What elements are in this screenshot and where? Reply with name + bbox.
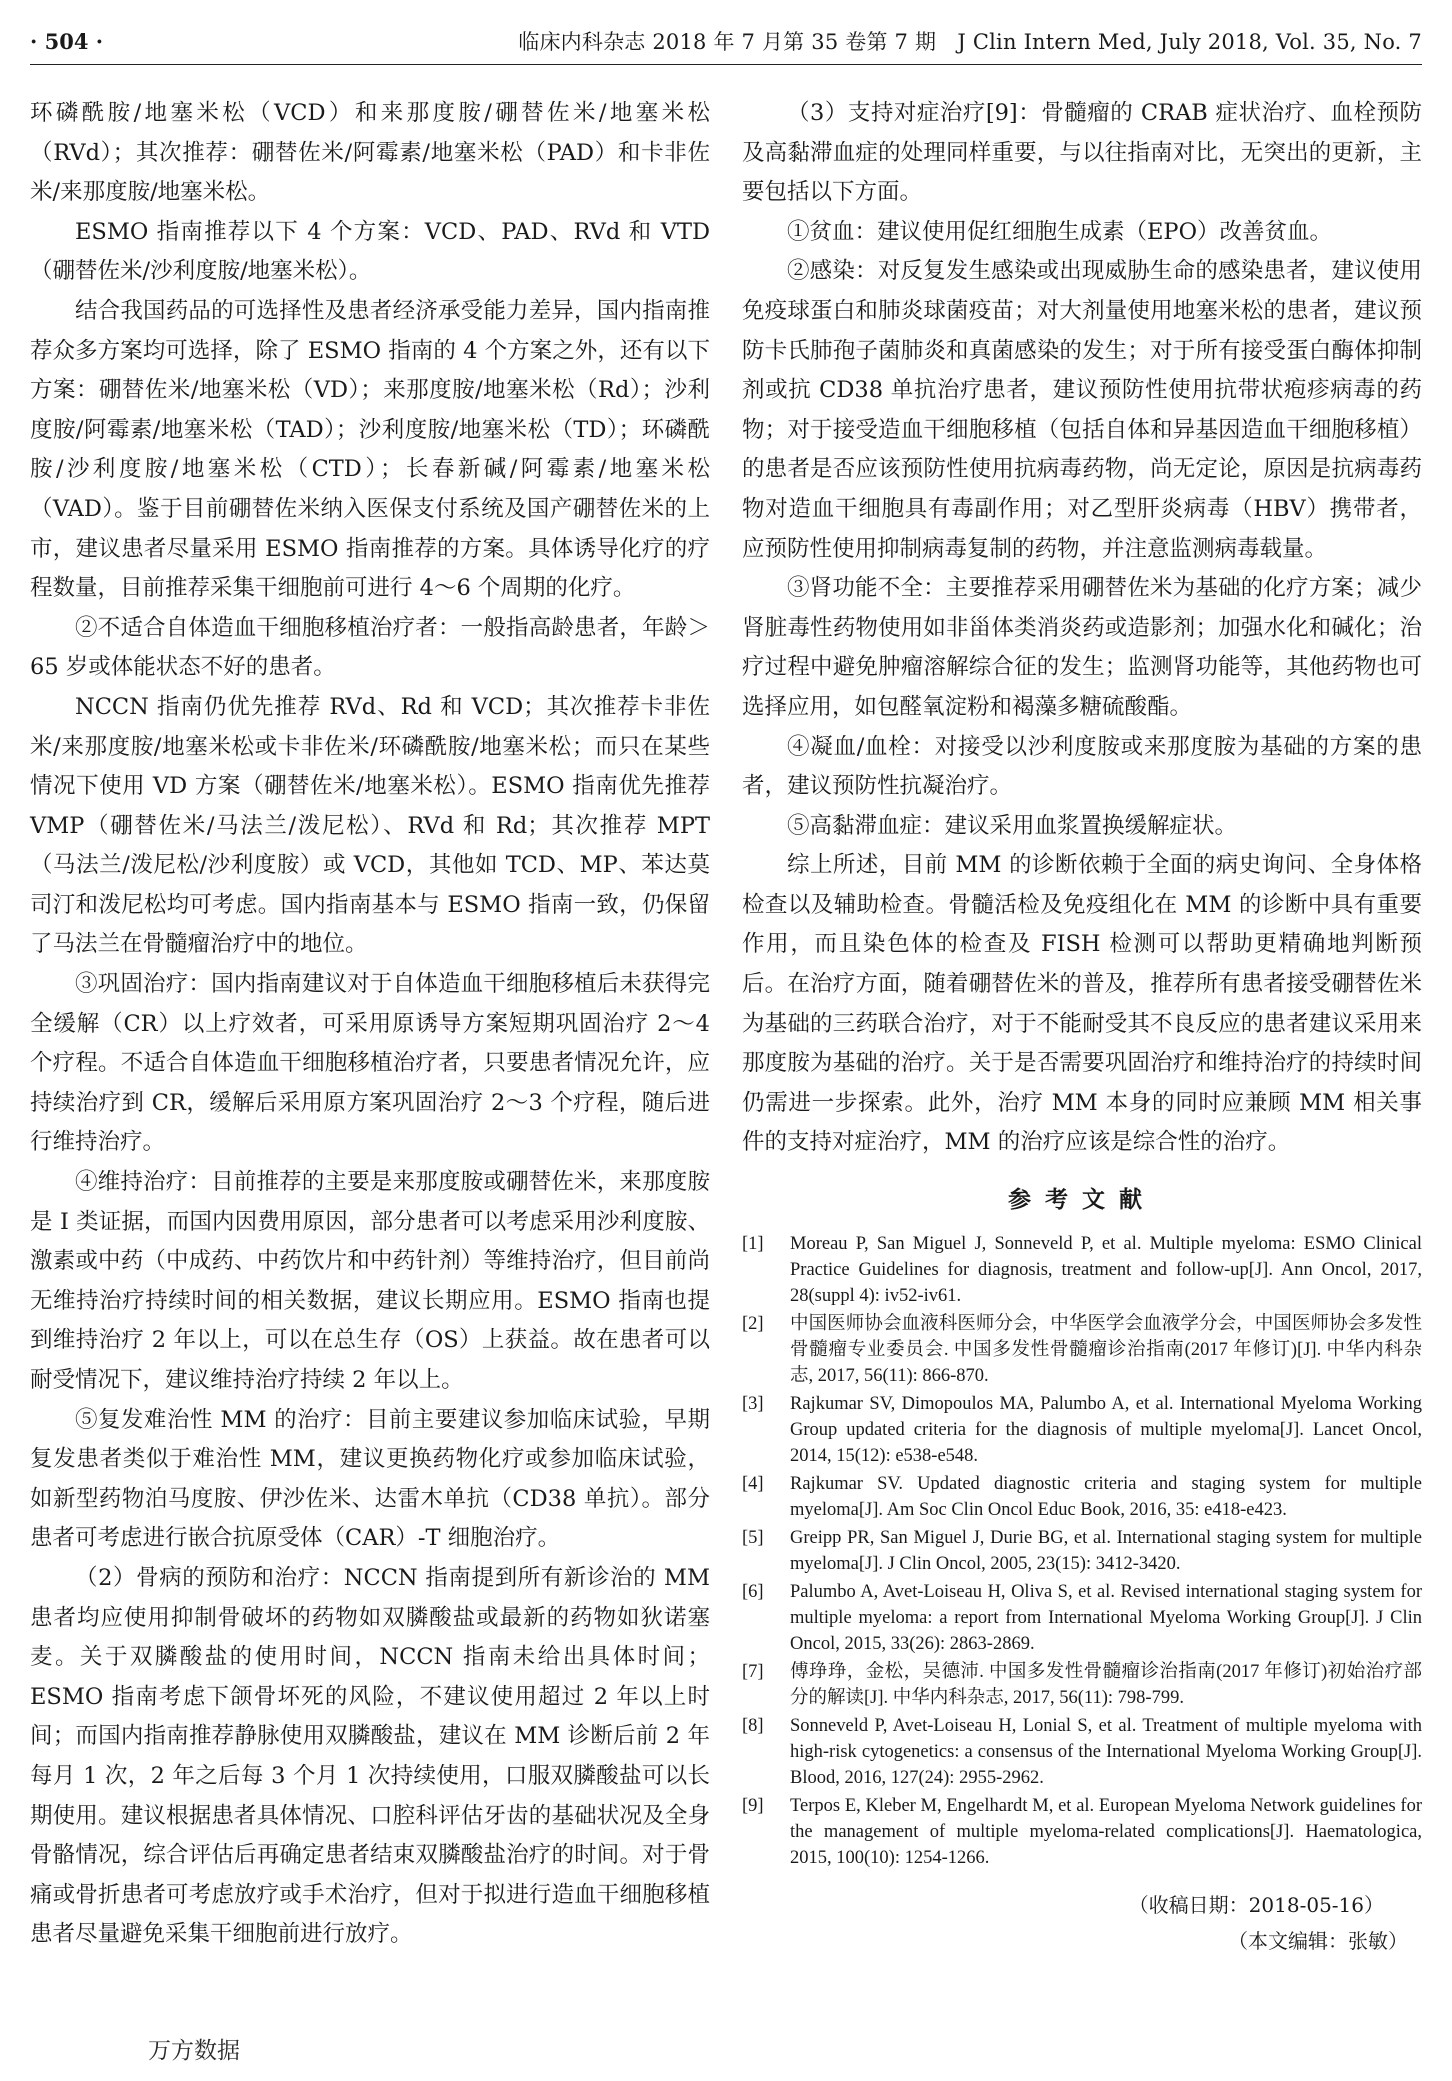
- reference-text: Moreau P, San Miguel J, Sonneveld P, et al. Multiple myeloma: ESMO Clinical Practice Guidelines for diagnosis, treatment and follow-up[J]. Ann Oncol, 2017, 28(suppl 4): iv52-iv61.: [790, 1234, 1422, 1307]
- paragraph: 环磷酰胺/地塞米松（VCD）和来那度胺/硼替佐米/地塞米松（RVd）；其次推荐：硼替佐米/阿霉素/地塞米松（PAD）和卡非佐米/来那度胺/地塞米松。: [30, 100, 710, 206]
- page-number: · 504 ·: [30, 29, 104, 54]
- reference-item: [742, 1793, 1422, 1871]
- watermark: 万方数据: [148, 2038, 240, 2064]
- reference-text: Greipp PR, San Miguel J, Durie BG, et al. International staging system for multiple myeloma[J]. J Clin Oncol, 2005, 23(15): 3412-3420.: [790, 1528, 1422, 1575]
- reference-number: [2]: [742, 1314, 764, 1335]
- reference-number: [9]: [742, 1796, 764, 1817]
- reference-item: [742, 1579, 1422, 1657]
- paragraph: ④维持治疗：目前推荐的主要是来那度胺或硼替佐米，来那度胺是 I 类证据，而国内因费用原因，部分患者可以考虑采用沙利度胺、激素或中药（中成药、中药饮片和中药针剂）等维持治疗，但目前尚无维持治疗持续时间的相关数据，建议长期应用。ESMO 指南也提到维持治疗 2 年以上，可以在总生存（OS）上获益。故在患者可以耐受情况下，建议维持治疗持续 2 年以上。: [30, 1169, 710, 1393]
- reference-number: [1]: [742, 1234, 764, 1255]
- reference-number: [6]: [742, 1582, 764, 1603]
- reference-number: [7]: [742, 1662, 764, 1683]
- paragraph: ⑤高黏滞血症：建议采用血浆置换缓解症状。: [787, 812, 1238, 839]
- paragraph: 综上所述，目前 MM 的诊断依赖于全面的病史询问、全身体格检查以及辅助检查。骨髓活检及免疫组化在 MM 的诊断中具有重要作用，而且染色体的检查及 FISH 检测可以帮助更精确地判断预后。在治疗方面，随着硼替佐米的普及，推荐所有患者接受硼替佐米为基础的三药联合治疗，对于不能耐受其不良反应的患者建议采用来那度胺为基础的治疗。关于是否需要巩固治疗和维持治疗的持续时间仍需进一步探索。此外，治疗 MM 本身的同时应兼顾 MM 相关事件的支持对症治疗，MM 的治疗应该是综合性的治疗。: [742, 852, 1422, 1156]
- reference-item: [742, 1659, 1422, 1711]
- references-title: 参考文献: [1008, 1186, 1156, 1214]
- reference-number: [3]: [742, 1394, 764, 1415]
- reference-list: [742, 1231, 1422, 1871]
- received-date: （收稿日期：2018-05-16）: [1128, 1893, 1384, 1918]
- reference-text: 中国医师协会血液科医师分会，中华医学会血液学分会，中国医师协会多发性骨髓瘤专业委员会. 中国多发性骨髓瘤诊治指南(2017 年修订)[J]. 中华内科杂志, 2017, 56(11): 866-870.: [790, 1314, 1422, 1387]
- reference-number: [5]: [742, 1528, 764, 1549]
- reference-text: Sonneveld P, Avet-Loiseau H, Lonial S, et al. Treatment of multiple myeloma with high-risk cytogenetics: a consensus of the International Myeloma Working Group[J]. Blood, 2016, 127(24): 2955-2962.: [790, 1716, 1422, 1789]
- reference-item: [742, 1311, 1422, 1389]
- reference-item: [742, 1391, 1422, 1469]
- paragraph: NCCN 指南仍优先推荐 RVd、Rd 和 VCD；其次推荐卡非佐米/来那度胺/地塞米松或卡非佐米/环磷酰胺/地塞米松；而只在某些情况下使用 VD 方案（硼替佐米/地塞米松）。ESMO 指南优先推荐 VMP（硼替佐米/马法兰/泼尼松）、RVd 和 Rd；其次推荐 MPT（马法兰/泼尼松/沙利度胺）或 VCD，其他如 TCD、MP、苯达莫司汀和泼尼松均可考虑。国内指南基本与 ESMO 指南一致，仍保留了马法兰在骨髓瘤治疗中的地位。: [30, 693, 710, 958]
- paragraph: ④凝血/血栓：对接受以沙利度胺或来那度胺为基础的方案的患者，建议预防性抗凝治疗。: [742, 733, 1422, 800]
- paragraph: ①贫血：建议使用促红细胞生成素（EPO）改善贫血。: [787, 218, 1333, 245]
- paragraph: ②感染：对反复发生感染或出现威胁生命的感染患者，建议使用免疫球蛋白和肺炎球菌疫苗；对大剂量使用地塞米松的患者，建议预防卡氏肺孢子菌肺炎和真菌感染的发生；对于所有接受蛋白酶体抑制剂或抗 CD38 单抗治疗患者，建议预防性使用抗带状疱疹病毒的药物；对于接受造血干细胞移植（包括自体和异基因造血干细胞移植）的患者是否应该预防性使用抗病毒药物，尚无定论，原因是抗病毒药物对造血干细胞具有毒副作用；对乙型肝炎病毒（HBV）携带者，应预防性使用抑制病毒复制的药物，并注意监测病毒载量。: [742, 258, 1422, 562]
- right-column: [742, 94, 1422, 1959]
- paragraph: 结合我国药品的可选择性及患者经济承受能力差异，国内指南推荐众多方案均可选择，除了 ESMO 指南的 4 个方案之外，还有以下方案：硼替佐米/地塞米松（VD）；来那度胺/地塞米松（Rd）；沙利度胺/阿霉素/地塞米松（TAD）；沙利度胺/地塞米松（TD）；环磷酰胺/沙利度胺/地塞米松（CTD）；长春新碱/阿霉素/地塞米松（VAD）。鉴于目前硼替佐米纳入医保支付系统及国产硼替佐米的上市，建议患者尽量采用 ESMO 指南推荐的方案。具体诱导化疗的疗程数量，目前推荐采集干细胞前可进行 4～6 个周期的化疗。: [30, 297, 710, 602]
- paragraph: ②不适合自体造血干细胞移植治疗者：一般指高龄患者，年龄＞65 岁或体能状态不好的患者。: [30, 614, 710, 681]
- reference-number: [4]: [742, 1474, 764, 1495]
- reference-number: [8]: [742, 1716, 764, 1737]
- reference-text: Rajkumar SV, Dimopoulos MA, Palumbo A, et al. International Myeloma Working Group updated criteria for the diagnosis of multiple myeloma[J]. Lancet Oncol, 2014, 15(12): e538-e548.: [790, 1394, 1422, 1467]
- reference-item: [742, 1525, 1422, 1577]
- reference-text: 傅琤琤，金松，吴德沛. 中国多发性骨髓瘤诊治指南(2017 年修订)初始治疗部分的解读[J]. 中华内科杂志, 2017, 56(11): 798-799.: [790, 1662, 1422, 1709]
- page-header: [30, 20, 1422, 65]
- reference-text: Palumbo A, Avet-Loiseau H, Oliva S, et al. Revised international staging system for multiple myeloma: a report from International Myeloma Working Group[J]. J Clin Oncol, 2015, 33(26): 2863-2869.: [790, 1582, 1422, 1655]
- paragraph: ③巩固治疗：国内指南建议对于自体造血干细胞移植后未获得完全缓解（CR）以上疗效者，可采用原诱导方案短期巩固治疗 2～4 个疗程。不适合自体造血干细胞移植治疗者，只要患者情况允许，应持续治疗到 CR，缓解后采用原方案巩固治疗 2～3 个疗程，随后进行维持治疗。: [30, 971, 710, 1156]
- editor-credit: （本文编辑：张敏）: [1228, 1929, 1408, 1954]
- journal-citation: 临床内科杂志 2018 年 7 月第 35 卷第 7 期 J Clin Intern Med, July 2018, Vol. 35, No. 7: [518, 30, 1422, 54]
- paragraph: ESMO 指南推荐以下 4 个方案：VCD、PAD、RVd 和 VTD（硼替佐米/沙利度胺/地塞米松）。: [30, 218, 710, 285]
- reference-item: [742, 1231, 1422, 1309]
- left-column: [30, 94, 710, 1955]
- paragraph: ③肾功能不全：主要推荐采用硼替佐米为基础的化疗方案；减少肾脏毒性药物使用如非甾体类消炎药或造影剂；加强水化和碱化；治疗过程中避免肿瘤溶解综合征的发生；监测肾功能等，其他药物也可选择应用，如包醛氧淀粉和褐藻多糖硫酸酯。: [742, 575, 1422, 720]
- paragraph: ⑤复发难治性 MM 的治疗：目前主要建议参加临床试验，早期复发患者类似于难治性 MM，建议更换药物化疗或参加临床试验，如新型药物泊马度胺、伊沙佐米、达雷木单抗（CD38 单抗）。部分患者可考虑进行嵌合抗原受体（CAR）-T 细胞治疗。: [30, 1406, 710, 1552]
- reference-text: Terpos E, Kleber M, Engelhardt M, et al. European Myeloma Network guidelines for the management of multiple myeloma-related complications[J]. Haematologica, 2015, 100(10): 1254-1266.: [790, 1796, 1422, 1869]
- paragraph: （3）支持对症治疗[9]：骨髓瘤的 CRAB 症状治疗、血栓预防及高黏滞血症的处理同样重要，与以往指南对比，无突出的更新，主要包括以下方面。: [742, 100, 1422, 206]
- reference-text: Rajkumar SV. Updated diagnostic criteria and staging system for multiple myeloma[J]. Am Soc Clin Oncol Educ Book, 2016, 35: e418-e423.: [790, 1474, 1422, 1521]
- paragraph: （2）骨病的预防和治疗：NCCN 指南提到所有新诊治的 MM 患者均应使用抑制骨破坏的药物如双膦酸盐或最新的药物如狄诺塞麦。关于双膦酸盐的使用时间，NCCN 指南未给出具体时间；ESMO 指南考虑下颌骨坏死的风险，不建议使用超过 2 年以上时间；而国内指南推荐静脉使用双膦酸盐，建议在 MM 诊断后前 2 年每月 1 次，2 年之后每 3 个月 1 次持续使用，口服双膦酸盐可以长期使用。建议根据患者具体情况、口腔科评估牙齿的基础状况及全身骨骼情况，综合评估后再确定患者结束双膦酸盐治疗的时间。对于骨痛或骨折患者可考虑放疗或手术治疗，但对于拟进行造血干细胞移植患者尽量避免采集干细胞前进行放疗。: [30, 1564, 710, 1948]
- reference-item: [742, 1713, 1422, 1791]
- reference-item: [742, 1471, 1422, 1523]
